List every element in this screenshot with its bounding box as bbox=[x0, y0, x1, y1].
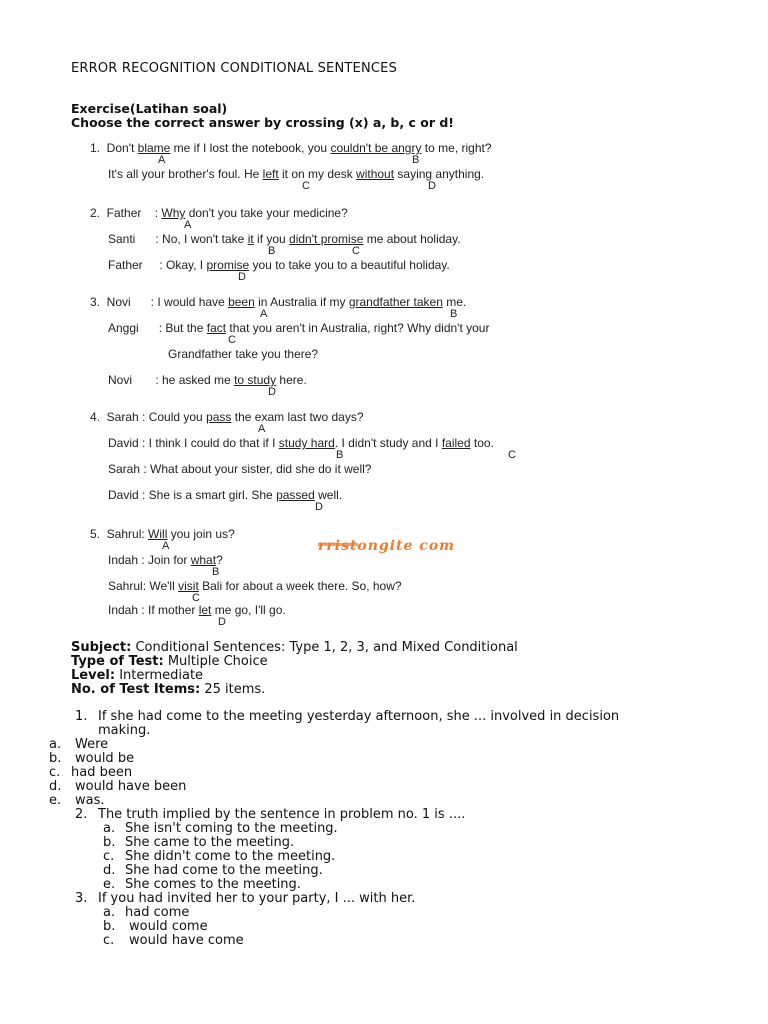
question-number: 1. bbox=[75, 709, 88, 724]
option-letter: b. bbox=[49, 751, 62, 766]
option-text: She had come to the meeting. bbox=[125, 863, 323, 878]
option-letter: c. bbox=[103, 849, 115, 864]
option-text: She isn't coming to the meeting. bbox=[125, 821, 338, 836]
meta-type bbox=[71, 655, 268, 669]
option-letter: b. bbox=[103, 835, 116, 850]
meta-level-label: Level: bbox=[71, 668, 116, 683]
option-text: Were bbox=[75, 737, 109, 752]
exercise-instruction: Choose the correct answer by crossing (x) a, b, c or d! bbox=[71, 115, 454, 130]
option-text: had come bbox=[125, 905, 190, 920]
option-text: would have come bbox=[129, 933, 244, 948]
option-letter: d. bbox=[103, 863, 116, 878]
meta-subject-value: Conditional Sentences: Type 1, 2, 3, and Mixed Conditional bbox=[135, 640, 518, 655]
option-letter: c. bbox=[103, 933, 115, 948]
meta-items bbox=[71, 683, 265, 697]
question-text-continued: making. bbox=[98, 723, 151, 738]
meta-type-label: Type of Test: bbox=[71, 654, 164, 669]
meta-items-value: 25 items. bbox=[204, 682, 266, 697]
option-letter: e. bbox=[103, 877, 116, 892]
meta-level-value: Intermediate bbox=[119, 668, 204, 683]
meta-level bbox=[71, 669, 203, 683]
document-page: ERROR RECOGNITION CONDITIONAL SENTENCES Exercise(Latihan soal) Choose the correct answer by crossing (x) a, b, c or d! 1. Don't blame me if I lost the notebook, you couldn't be angry to me, right? A B It's all your brother's foul. He left it on my desk without saying anything. C D 2. Father : Why don't you take your medicine? A Santi : No, I won't take it if you didn't promise me about holiday. B C Father : Okay, I promise you to take you to a beautiful holiday. D 3. Novi : I would have been in Australia if my grandfather taken me. A B Anggi : But the fact that you aren't in Australia, right? Why didn't your C Grandfather take you there? Novi : he asked me to study here. D 4. Sarah : Could you pass the exam last two days? A David : I think I could do that if I study hard. I didn't study and I failed too. B C Sarah : What about your sister, did she do it well? David : She is a smart girl. She passed well. D 5. Sahrul: Will you join us? A Indah : Join for what? B Sahrul: We'll visit Bali for about a week there. So, how? C Indah : If mother let me go, I'll go. D rristongite com Subject: Conditional Sentences: Type 1, 2, 3, and Mixed Conditional Type of Test: Multiple Choice Level: Intermediate No. of Test Items: 25 items. 1. If she had come to the meeting yesterday afternoon, she ... involved in decision making. a. Were b. would be c. had been d. would have been e. was. 2. The truth implied by the sentence in problem no. 1 is .... a. She isn't coming to the meeting. b. She came to the meeting. c. She didn't come to the meeting. d. She had come to the meeting. e. She comes to the meeting. 3. If you had invited her to your party, I ... with her. a. had come b. would come c. would have come bbox=[49, 61, 620, 948]
option-text: She came to the meeting. bbox=[125, 835, 295, 850]
question-number: 2. bbox=[75, 807, 88, 822]
question-text: If you had invited her to your party, I ... with her. bbox=[98, 891, 416, 906]
option-text: would have been bbox=[75, 779, 187, 794]
question-text: The truth implied by the sentence in problem no. 1 is .... bbox=[98, 807, 466, 822]
option-text: was. bbox=[75, 793, 105, 808]
option-letter: a. bbox=[103, 905, 116, 920]
meta-items-label: No. of Test Items: bbox=[71, 682, 201, 697]
option-text: had been bbox=[71, 765, 133, 780]
option-letter: a. bbox=[103, 821, 116, 836]
meta-subject bbox=[71, 641, 518, 655]
watermark: rristongite com bbox=[318, 538, 455, 554]
document-title: ERROR RECOGNITION CONDITIONAL SENTENCES bbox=[71, 61, 398, 76]
question-text: If she had come to the meeting yesterday afternoon, she ... involved in decision bbox=[98, 709, 620, 724]
exercise-heading bbox=[71, 102, 454, 130]
option-letter: e. bbox=[49, 793, 62, 808]
option-text: would be bbox=[75, 751, 135, 766]
option-text: She didn't come to the meeting. bbox=[125, 849, 336, 864]
meta-type-value: Multiple Choice bbox=[167, 654, 268, 669]
option-letter: d. bbox=[49, 779, 62, 794]
option-letter: c. bbox=[49, 765, 61, 780]
exercise-title: Exercise(Latihan soal) bbox=[71, 101, 228, 116]
option-text: She comes to the meeting. bbox=[125, 877, 301, 892]
question-number: 3. bbox=[75, 891, 88, 906]
option-text: would come bbox=[129, 919, 208, 934]
option-letter: a. bbox=[49, 737, 62, 752]
meta-subject-label: Subject: bbox=[71, 640, 132, 655]
option-letter: b. bbox=[103, 919, 116, 934]
